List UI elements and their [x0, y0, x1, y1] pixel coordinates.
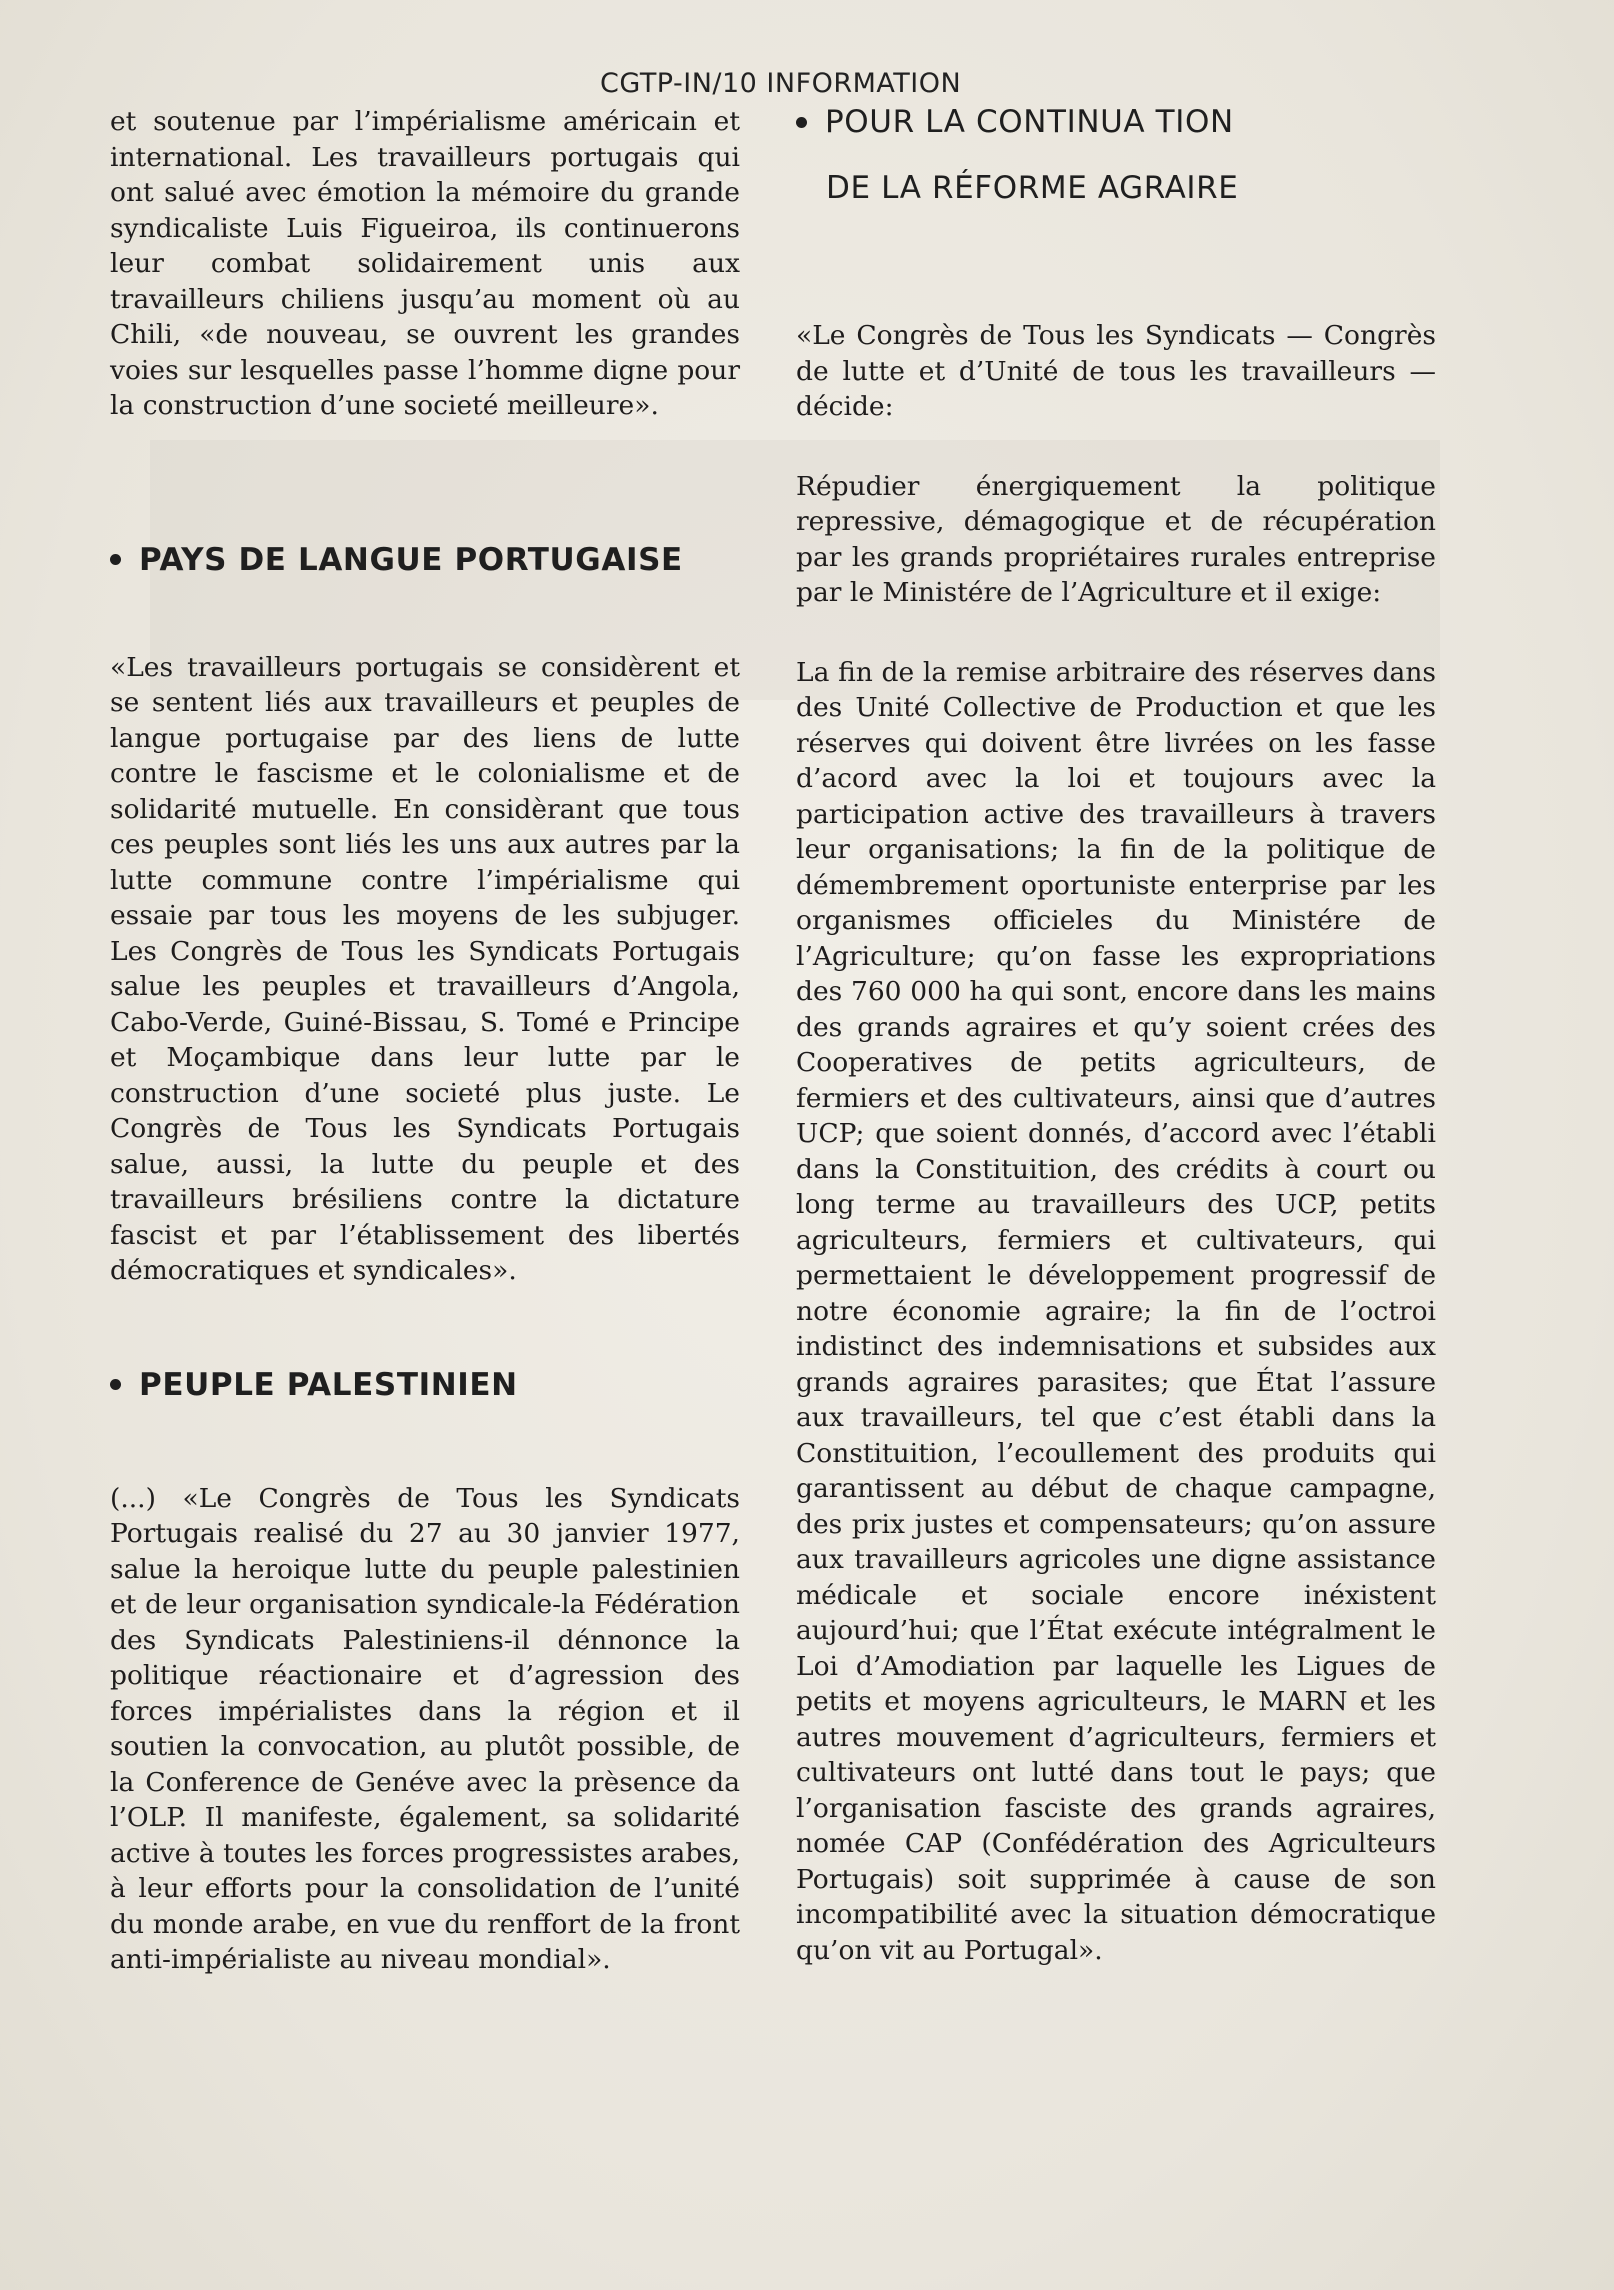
section-heading-text: PAYS DE LANGUE PORTUGAISE [139, 541, 683, 578]
bullet-icon [110, 554, 121, 565]
section-heading-reforme-agraire [796, 104, 1436, 206]
left-column [110, 104, 740, 1978]
bullet-icon [796, 117, 807, 128]
section-heading-pays-langue-portugaise [110, 542, 740, 578]
right-paragraph-3: La fin de la remise arbitraire des réserves dans des Unité Collective de Production et que les réserves qui doivent être livrées on les fasse d’acord avec la loi et toujours avec la participation active des travailleurs à travers leur organisations; la fin de la politique de démembrement oportuniste enterprise par les organismes officieles du Ministére de l’Agriculture; qu’on fasse les expropriations des 760 000 ha qui sont, encore dans les mains des grands agraires et qu’y soient crées des Cooperatives de petits agriculteurs, de fermiers et des cultivateurs, ainsi que d’autres UCP; que soient donnés, d’accord avec l’établi dans la Constituition, des crédits à court ou long terme au travailleurs des UCP, petits agriculteurs, fermiers et cultivateurs, qui permettaient le développement progressif de notre économie agraire; la fin de l’octroi indistinct des indemnisations et subsides aux grands agraires parasites; que État l’assure aux travailleurs, tel que c’est établi dans la Constituition, l’ecoullement des produits qui garantissent au début de chaque campagne, des prix justes et compensateurs; qu’on assure aux travailleurs agricoles une digne assistance médicale et sociale encore inéxistent aujourd’hui; que l’État exécute intégralment le Loi d’Amodiation par laquelle les Ligues de petits et moyens agriculteurs, le MARN et les autres mouvement d’agriculteurs, fermiers et cultivateurs ont lutté dans tout le pays; que l’organisation fasciste des grands agraires, nomée CAP (Confédération des Agriculteurs Portugais) soit supprimée à cause de son incompatibilité avec la situation démocratique qu’on vit au Portugal». [796, 656, 1436, 1966]
right-paragraph-1: «Le Congrès de Tous les Syndicats — Congrès de lutte et d’Unité de tous les travailleurs — décide: [796, 320, 1436, 422]
right-paragraph-2: Répudier énergiquement la politique repressive, démagogique et de récupération par les grands propriétaires rurales entreprise par le Ministére de l’Agriculture et il exige: [796, 470, 1436, 608]
section-heading-peuple-palestinien [110, 1367, 740, 1403]
page-header: CGTP-IN/10 INFORMATION [600, 68, 962, 99]
bullet-icon [110, 1379, 121, 1390]
heading-line-2: DE LA RÉFORME AGRAIRE [826, 170, 1239, 206]
intro-paragraph: et soutenue par l’impérialisme américain et international. Les travailleurs portugais qui ont salué avec émotion la mémoire du grande syndicaliste Luis Figueiroa, ils continuerons leur combat solidairement unis aux travailleurs chiliens jusqu’au moment où au Chili, «de nouveau, se ouvrent les grandes voies sur lesquelles passe l’homme digne pour la construction d’une societé meilleure». [110, 106, 740, 421]
section-paragraph-pays-langue-portugaise: «Les travailleurs portugais se considèrent et se sentent liés aux travailleurs et peuples de langue portugaise par des liens de lutte contre le fascisme et le colonialisme et de solidarité mutuelle. En considèrant que tous ces peuples sont liés les uns aux autres par la lutte commune contre l’impérialisme qui essaie par tous les moyens de les subjuger. Les Congrès de Tous les Syndicats Portugais salue les peuples et travailleurs d’Angola, Cabo-Verde, Guiné-Bissau, S. Tomé e Principe et Moçambique dans leur lutte par le construction d’une societé plus juste. Le Congrès de Tous les Syndicats Portugais salue, aussi, la lutte du peuple et des travailleurs brésiliens contre la dictature fascist et par l’établissement des libertés démocratiques et syndicales». [110, 651, 740, 1286]
heading-line-1 [796, 104, 1436, 140]
section-heading-text: PEUPLE PALESTINIEN [139, 1366, 518, 1403]
heading-line-1-text: POUR LA CONTINUA TION [825, 104, 1234, 140]
right-column [796, 104, 1436, 1968]
section-paragraph-peuple-palestinien: (...) «Le Congrès de Tous les Syndicats Portugais realisé du 27 au 30 janvier 1977, salue la heroique lutte du peuple palestinien et de leur organisation syndicale-la Fédération des Syndicats Palestiniens-il dénnonce la politique réactionaire et d’agression des forces impérialistes dans la région et il soutien la convocation, au plutôt possible, de la Conference de Genéve avec la prèsence da l’OLP. Il manifeste, également, sa solidarité active à toutes les forces progressistes arabes, à leur efforts pour la consolidation de l’unité du monde arabe, en vue du renffort de la front anti-impérialiste au niveau mondial». [110, 1482, 740, 1975]
